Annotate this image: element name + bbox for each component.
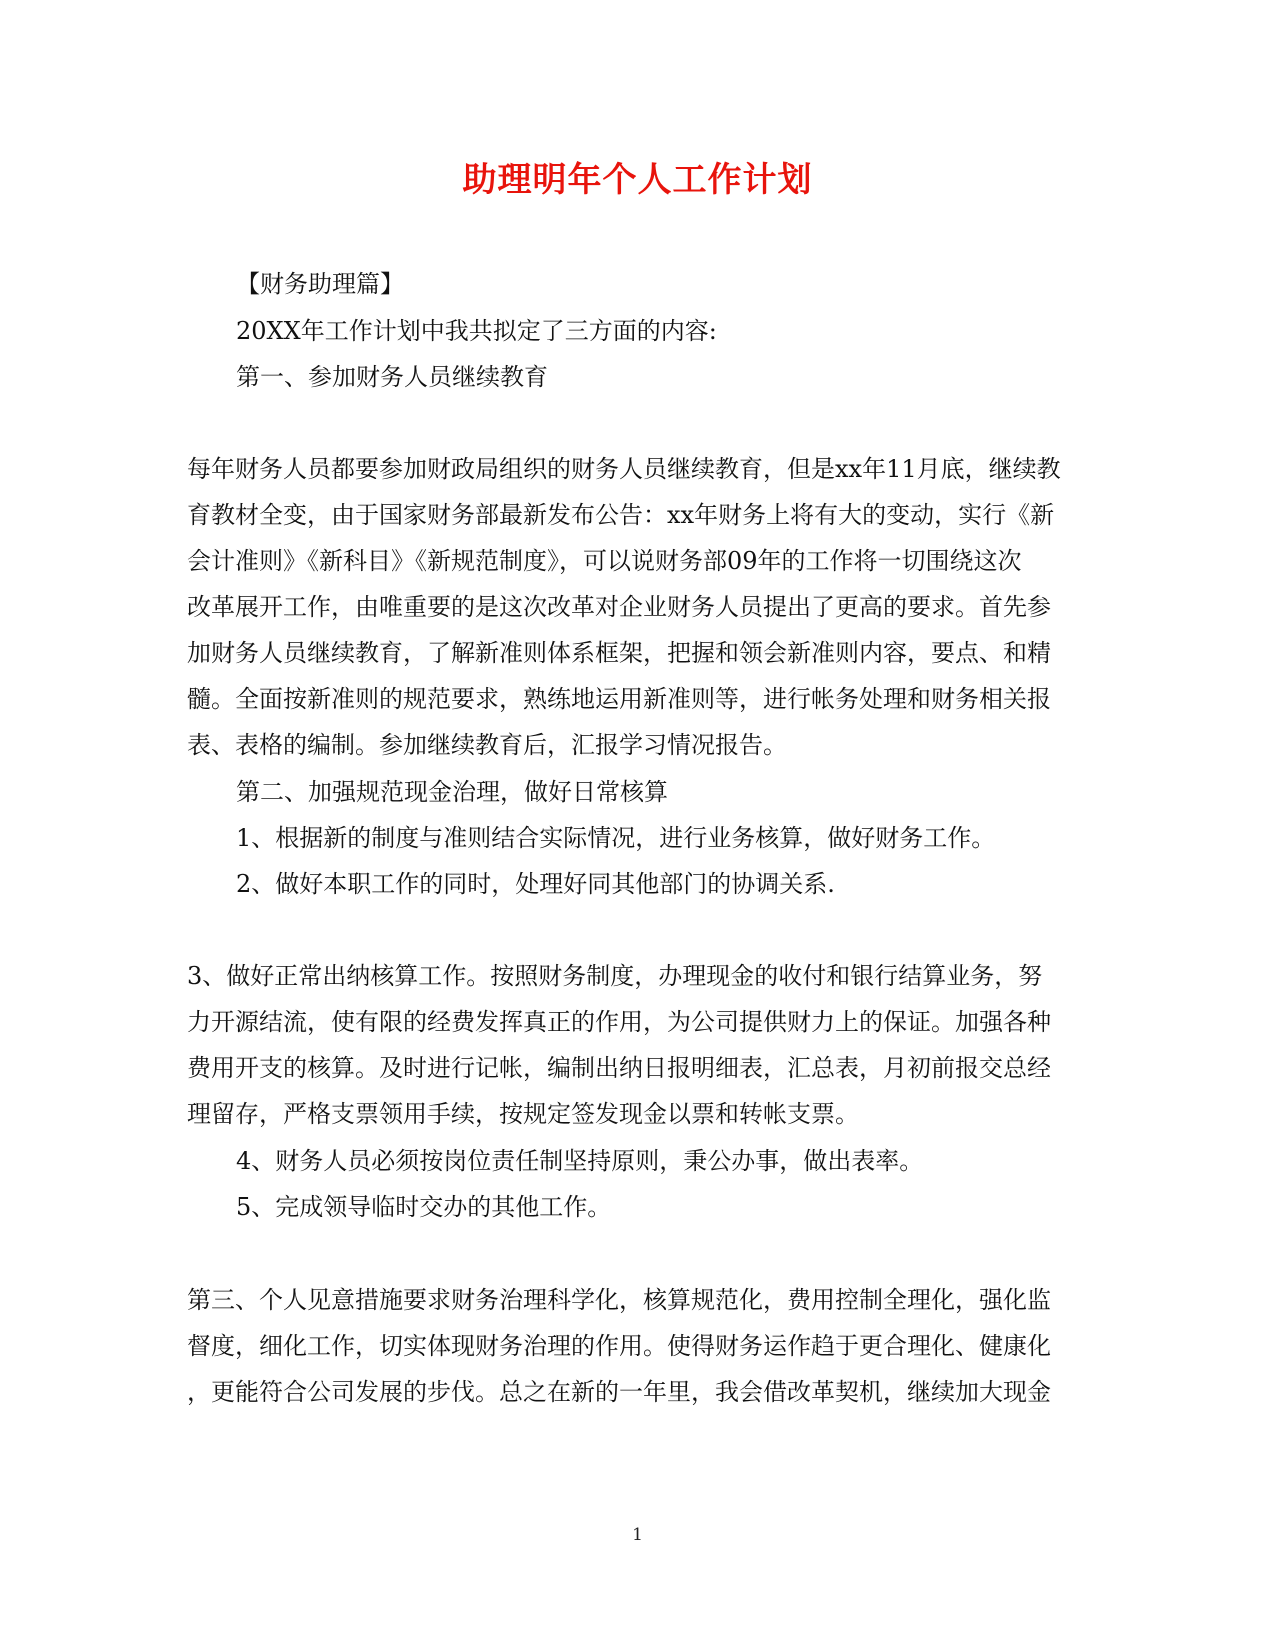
paragraph-line: 力开源结流，使有限的经费发挥真正的作用，为公司提供财力上的保证。加强各种 bbox=[187, 1008, 1051, 1036]
list-item: 4、财务人员必须按岗位责任制坚持原则，秉公办事，做出表率。 bbox=[236, 1147, 924, 1175]
paragraph-line: 髓。全面按新准则的规范要求，熟练地运用新准则等，进行帐务处理和财务相关报 bbox=[187, 685, 1051, 713]
paragraph-line: 表、表格的编制。参加继续教育后，汇报学习情况报告。 bbox=[187, 731, 787, 759]
paragraph-line: 每年财务人员都要参加财政局组织的财务人员继续教育，但是xx年11月底，继续教 bbox=[187, 455, 1061, 483]
paragraph-line: 育教材全变，由于国家财务部最新发布公告：xx年财务上将有大的变动，实行《新 bbox=[187, 501, 1055, 529]
paragraph-line: 加财务人员继续教育，了解新准则体系框架，把握和领会新准则内容，要点、和精 bbox=[187, 639, 1051, 667]
paragraph-line: 会计准则》《新科目》《新规范制度》，可以说财务部09年的工作将一切围绕这次 bbox=[187, 547, 1022, 575]
list-item: 1、根据新的制度与准则结合实际情况，进行业务核算，做好财务工作。 bbox=[236, 824, 996, 852]
section-heading: 第二、加强规范现金治理，做好日常核算 bbox=[236, 778, 668, 806]
paragraph-line: 改革展开工作，由唯重要的是这次改革对企业财务人员提出了更高的要求。首先参 bbox=[187, 593, 1051, 621]
document-title: 助理明年个人工作计划 bbox=[462, 160, 813, 200]
paragraph-line: 理留存，严格支票领用手续，按规定签发现金以票和转帐支票。 bbox=[187, 1100, 859, 1128]
section-heading: 第一、参加财务人员继续教育 bbox=[236, 363, 548, 391]
paragraph-line: 督度，细化工作，切实体现财务治理的作用。使得财务运作趋于更合理化、健康化 bbox=[187, 1332, 1051, 1360]
list-item: 3、做好正常出纳核算工作。按照财务制度，办理现金的收付和银行结算业务，努 bbox=[187, 962, 1043, 990]
list-item: 2、做好本职工作的同时，处理好同其他部门的协调关系. bbox=[236, 870, 835, 898]
paragraph-line: 20XX年工作计划中我共拟定了三方面的内容: bbox=[236, 317, 717, 345]
section-heading: 【财务助理篇】 bbox=[236, 270, 404, 298]
list-item: 5、完成领导临时交办的其他工作。 bbox=[236, 1193, 612, 1221]
paragraph-line: ，更能符合公司发展的步伐。总之在新的一年里，我会借改革契机，继续加大现金 bbox=[187, 1378, 1051, 1406]
paragraph-line: 第三、个人见意措施要求财务治理科学化，核算规范化，费用控制全理化，强化监 bbox=[187, 1286, 1051, 1314]
paragraph-line: 费用开支的核算。及时进行记帐，编制出纳日报明细表，汇总表，月初前报交总经 bbox=[187, 1054, 1051, 1082]
page-number: 1 bbox=[632, 1525, 643, 1545]
